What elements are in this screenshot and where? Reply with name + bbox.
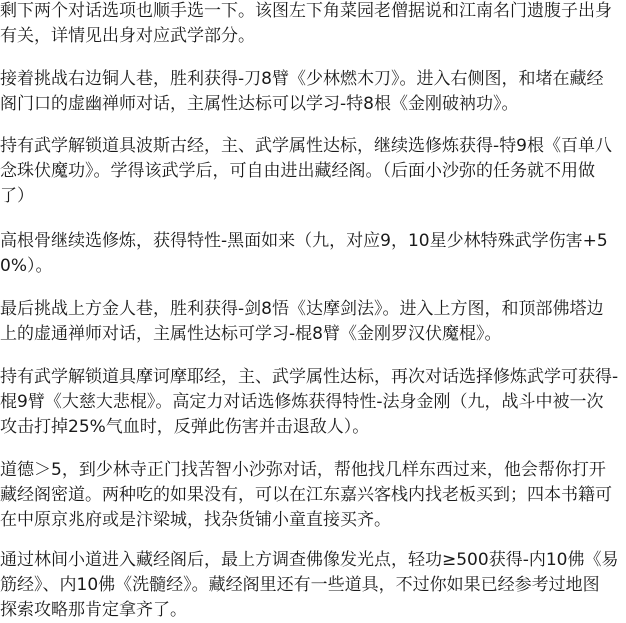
paragraph-3 <box>0 134 612 209</box>
paragraph-line: 藏经阁密道。两种吃的如果没有，可以在江东嘉兴客栈内找老板买到；四本书籍可 <box>0 485 612 505</box>
paragraph-5 <box>0 297 603 347</box>
paragraph-line: 攻击打掉25%气血时，反弹此伤害并击退敌人）。 <box>0 417 370 437</box>
paragraph-7 <box>0 458 612 533</box>
paragraph-line: 剩下两个对话选项也顺手选一下。该图左下角菜园老僧据说和江南名门遗腹子出身 <box>0 1 612 21</box>
paragraph-line: 了） <box>0 186 34 206</box>
paragraph-line: 探索攻略那肯定拿齐了。 <box>0 600 187 620</box>
paragraph-line: 筋经》、内10佛《洗髓经》。藏经阁里还有一些道具，不过你如果已经参考过地图 <box>0 575 600 595</box>
paragraph-line: 道德＞5，到少林寺正门找苦智小沙弥对话，帮他找几样东西过来，他会帮你打开 <box>0 460 606 480</box>
paragraph-8 <box>0 548 618 623</box>
paragraph-line: 最后挑战上方金人巷，胜利获得-剑8悟《达摩剑法》。进入上方图，和顶部佛塔边 <box>0 299 604 319</box>
paragraph-line: 0%）。 <box>0 256 53 276</box>
paragraph-line: 接着挑战右边铜人巷，胜利获得-刀8臂《少林燃木刀》。进入右侧图，和堵在藏经 <box>0 69 604 89</box>
paragraph-6 <box>0 365 618 440</box>
paragraph-line: 高根骨继续选修炼，获得特性-黑面如来（九，对应9，10星少林特殊武学伤害+5 <box>0 231 608 251</box>
paragraph-line: 有关，详情见出身对应武学部分。 <box>0 26 255 46</box>
paragraph-line: 阁门口的虚幽禅师对话，主属性达标可以学习-特8根《金刚破衲功》。 <box>0 94 519 114</box>
paragraph-line: 棍9臂《大慈大悲棍》。高定力对话选修炼获得特性-法身金刚（九，战斗中被一次 <box>0 392 604 412</box>
paragraph-line: 念珠伏魔功》。学得该武学后，可自由进出藏经阁。（后面小沙弥的任务就不用做 <box>0 161 595 181</box>
paragraph-line: 通过林间小道进入藏经阁后，最上方调查佛像发光点，轻功≥500获得-内10佛《易 <box>0 550 619 570</box>
paragraph-4 <box>0 229 608 279</box>
paragraph-2 <box>0 67 603 117</box>
paragraph-1 <box>0 0 612 49</box>
paragraph-line: 在中原京兆府或是汴梁城，找杂货铺小童直接买齐。 <box>0 510 391 530</box>
paragraph-line: 持有武学解锁道具波斯古经，主、武学属性达标，继续选修炼获得-特9根《百单八 <box>0 136 612 156</box>
paragraph-line: 持有武学解锁道具摩诃摩耶经，主、武学属性达标，再次对话选择修炼武学可获得- <box>0 367 619 387</box>
paragraph-line: 上的虚通禅师对话，主属性达标可学习-棍8臂《金刚罗汉伏魔棍》。 <box>0 324 502 344</box>
